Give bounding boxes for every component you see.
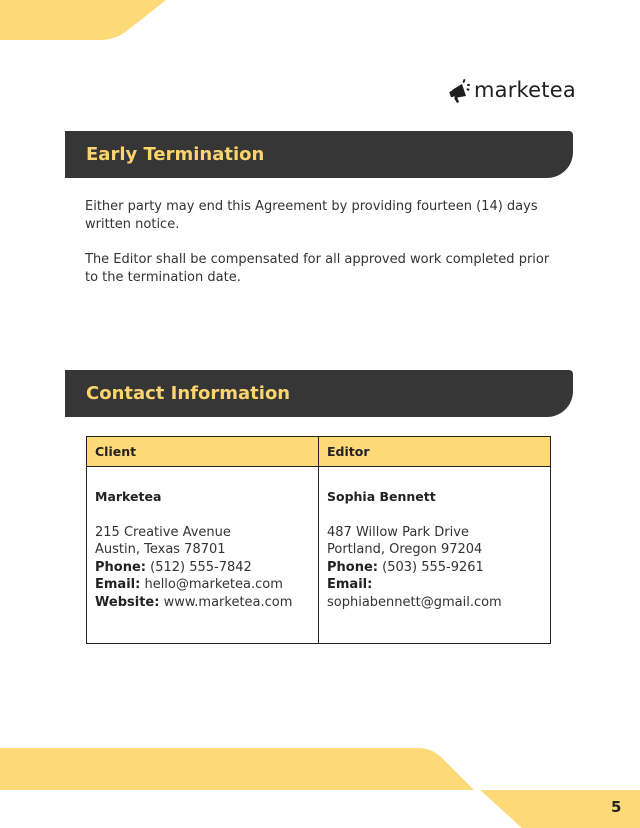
client-website-line [95,594,310,612]
section-title: Contact Information [86,383,291,404]
editor-email: sophiabennett@gmail.com [327,594,502,610]
brand-logo [448,74,576,106]
editor-address-line2: Portland, Oregon 97204 [327,542,483,557]
editor-name: Sophia Bennett [327,489,436,504]
editor-email-line [327,576,542,611]
table-header-row [87,437,551,467]
editor-phone: (503) 555-9261 [382,559,484,575]
client-contact-cell [87,467,319,644]
client-email-line [95,576,310,594]
termination-paragraph-1: Either party may end this Agreement by providing fourteen (14) days written notice. [85,199,538,232]
client-name: Marketea [95,489,162,504]
client-address-line2: Austin, Texas 78701 [95,542,226,557]
top-decorative-shape [0,0,170,40]
client-phone-line [95,559,310,577]
phone-label: Phone: [95,559,146,575]
email-label: Email: [327,577,373,592]
editor-address-line1: 487 Willow Park Drive [327,524,469,540]
bottom-decorative-shape [0,748,640,828]
client-email: hello@marketea.com [144,577,283,592]
editor-column-header: Editor [319,437,551,467]
website-label: Website: [95,594,160,610]
email-label: Email: [95,577,141,592]
editor-contact-cell [319,467,551,644]
contact-table [86,436,551,644]
section-header-contact-information [65,370,573,417]
section-title: Early Termination [86,144,265,165]
section-header-early-termination [65,131,573,178]
phone-label: Phone: [327,559,378,575]
logo-text: marketea [474,78,576,102]
editor-phone-line [327,559,542,577]
table-row [87,467,551,644]
client-phone: (512) 555-7842 [150,559,252,575]
client-address-line1: 215 Creative Avenue [95,524,231,540]
client-website: www.marketea.com [163,594,293,610]
page-number: 5 [611,798,622,816]
megaphone-icon [448,76,470,104]
client-column-header: Client [87,437,319,467]
termination-paragraph-2: The Editor shall be compensated for all approved work completed prior to the termination date. [85,252,550,285]
